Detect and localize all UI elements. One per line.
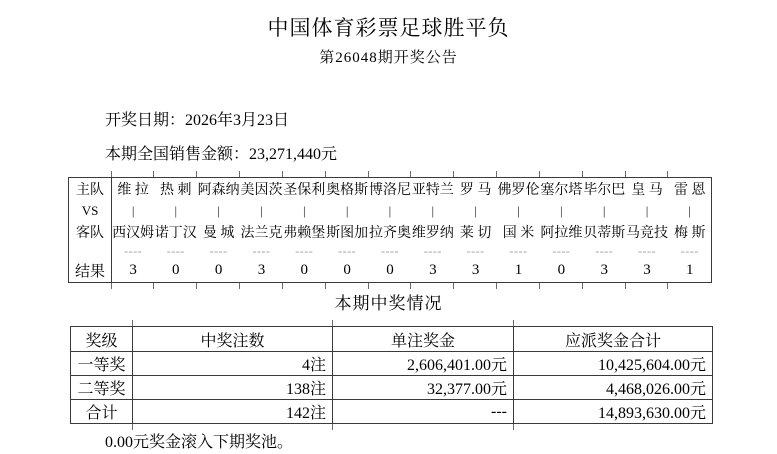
- home-team-cell: 维 拉: [112, 178, 155, 201]
- home-team-cell: 罗 马: [454, 178, 497, 201]
- home-team-cell: 毕尔巴: [583, 178, 626, 201]
- away-team-cell: 国 米: [502, 226, 535, 241]
- away-team-cell: 弗赖堡: [283, 226, 326, 241]
- prize-table-body: [71, 327, 713, 424]
- separator-dash-cell: ----: [552, 243, 571, 258]
- separator-dash-cell: ----: [680, 243, 699, 258]
- away-team-cell: 诺丁汉: [154, 226, 197, 241]
- away-team-cell: 莱 切: [459, 226, 492, 241]
- row-label-vs: VS: [69, 200, 112, 221]
- separator-row: [69, 243, 712, 259]
- lottery-title: 中国体育彩票足球胜平负: [267, 16, 510, 40]
- vs-row: [69, 200, 712, 221]
- prize-level-cell: 一等奖: [71, 352, 133, 376]
- row-label-away: 客队: [69, 221, 112, 243]
- result-cell: 0: [540, 259, 583, 283]
- sales-amount-line: [105, 144, 777, 165]
- prize-level-cell: 二等奖: [71, 376, 133, 400]
- prize-header-row: [71, 327, 713, 352]
- home-team-cell: 奥格斯: [326, 178, 369, 201]
- match-results-table: [68, 177, 712, 283]
- away-team-cell: 维罗纳: [411, 226, 454, 241]
- away-team-cell: 斯图加: [326, 226, 369, 241]
- result-cell: 0: [154, 259, 197, 283]
- home-team-cell: 阿森纳: [197, 178, 240, 201]
- draw-date-value: 2026年3月23日: [185, 112, 290, 129]
- result-cell: 3: [583, 259, 626, 283]
- result-cell: 3: [112, 259, 155, 283]
- vs-bar-cell: |: [302, 202, 306, 218]
- away-team-cell: 阿拉维: [540, 226, 583, 241]
- away-team-cell: 梅 斯: [673, 226, 706, 241]
- prize-count-cell: 138注: [133, 376, 333, 400]
- row-label-empty: [69, 243, 112, 259]
- away-team-row: [69, 221, 712, 243]
- home-team-cell: 热 刺: [154, 178, 197, 201]
- result-cell: 3: [454, 259, 497, 283]
- prize-total-cell: 14,893,630.00元: [514, 400, 713, 424]
- prize-section-heading: 本期中奖情况: [334, 294, 443, 313]
- home-team-cell: 雷 恩: [668, 178, 711, 201]
- separator-dash-cell: ----: [423, 243, 442, 258]
- vs-bar-cell: |: [131, 202, 135, 218]
- row-label-result: 结果: [69, 259, 112, 283]
- separator-dash-cell: ----: [466, 243, 485, 258]
- home-team-cell: 佛罗伦: [497, 178, 540, 201]
- separator-dash-cell: ----: [124, 243, 143, 258]
- separator-dash-cell: ----: [295, 243, 314, 258]
- vs-bar-cell: |: [602, 202, 606, 218]
- vs-bar-cell: |: [217, 202, 220, 218]
- draw-date-label: 开奖日期：: [105, 112, 186, 129]
- prize-row: [71, 400, 713, 424]
- result-cell: 3: [240, 259, 283, 283]
- prize-total-cell: 10,425,604.00元: [514, 352, 713, 376]
- rollover-note: 0.00元奖金滚入下期奖池。: [105, 434, 294, 451]
- row-label-home: 主队: [69, 178, 112, 201]
- prize-single-cell: 32,377.00元: [333, 376, 514, 400]
- home-team-row: [69, 178, 712, 201]
- prize-col-total: 应派奖金合计: [514, 327, 713, 352]
- result-cell: 3: [411, 259, 454, 283]
- separator-dash-cell: ----: [638, 243, 657, 258]
- prize-count-cell: 142注: [133, 400, 333, 424]
- home-team-cell: 圣保利: [283, 178, 326, 201]
- vs-bar-cell: |: [517, 202, 520, 218]
- sales-label: 本期全国销售金额：: [105, 146, 250, 163]
- home-team-cell: 博洛尼: [369, 178, 412, 201]
- prize-total-cell: 4,468,026.00元: [514, 376, 713, 400]
- separator-dash-cell: ----: [209, 243, 228, 258]
- home-team-cell: 亚特兰: [411, 178, 454, 201]
- match-table-body: [69, 178, 712, 283]
- separator-dash-cell: ----: [166, 243, 185, 258]
- vs-bar-cell: |: [645, 202, 649, 218]
- away-team-cell: 马竞技: [626, 226, 669, 241]
- prize-single-cell: 2,606,401.00元: [333, 352, 514, 376]
- separator-dash-cell: ----: [338, 243, 357, 258]
- result-cell: 0: [369, 259, 412, 283]
- draw-info: [105, 110, 777, 165]
- vs-bar-cell: |: [260, 202, 263, 218]
- prize-col-level: 奖级: [71, 327, 133, 352]
- prize-row: [71, 352, 713, 376]
- prize-table: [70, 326, 713, 424]
- away-team-cell: 贝蒂斯: [583, 226, 626, 241]
- prize-col-count: 中奖注数: [133, 327, 333, 352]
- vs-bar-cell: |: [688, 202, 692, 218]
- vs-bar-cell: |: [474, 202, 477, 218]
- draw-date-line: [105, 110, 777, 131]
- away-team-cell: 曼 城: [202, 226, 235, 241]
- prize-single-cell: ---: [333, 400, 514, 424]
- home-team-cell: 美因茨: [240, 178, 283, 201]
- vs-bar-cell: |: [431, 202, 435, 218]
- result-cell: 3: [626, 259, 669, 283]
- result-cell: 0: [197, 259, 240, 283]
- vs-bar-cell: |: [174, 202, 178, 218]
- separator-dash-cell: ----: [252, 243, 271, 258]
- away-team-cell: 西汉姆: [112, 226, 155, 241]
- result-row: [69, 259, 712, 283]
- vs-bar-cell: |: [388, 202, 392, 218]
- home-team-cell: 塞尔塔: [540, 178, 583, 201]
- separator-dash-cell: ----: [380, 243, 399, 258]
- prize-level-cell: 合计: [71, 400, 133, 424]
- sales-value: 23,271,440元: [249, 146, 338, 163]
- result-cell: 1: [668, 259, 711, 283]
- home-team-cell: 皇 马: [626, 178, 669, 201]
- separator-dash-cell: ----: [595, 243, 614, 258]
- result-cell: 0: [283, 259, 326, 283]
- result-cell: 1: [497, 259, 540, 283]
- vs-bar-cell: |: [560, 202, 563, 218]
- vs-bar-cell: |: [345, 202, 349, 218]
- issue-subtitle: 第26048期开奖公告: [319, 50, 458, 66]
- prize-row: [71, 376, 713, 400]
- separator-dash-cell: ----: [509, 243, 528, 258]
- prize-col-single: 单注奖金: [333, 327, 514, 352]
- away-team-cell: 法兰克: [240, 226, 283, 241]
- away-team-cell: 拉齐奥: [368, 226, 411, 241]
- result-cell: 0: [326, 259, 369, 283]
- prize-count-cell: 4注: [133, 352, 333, 376]
